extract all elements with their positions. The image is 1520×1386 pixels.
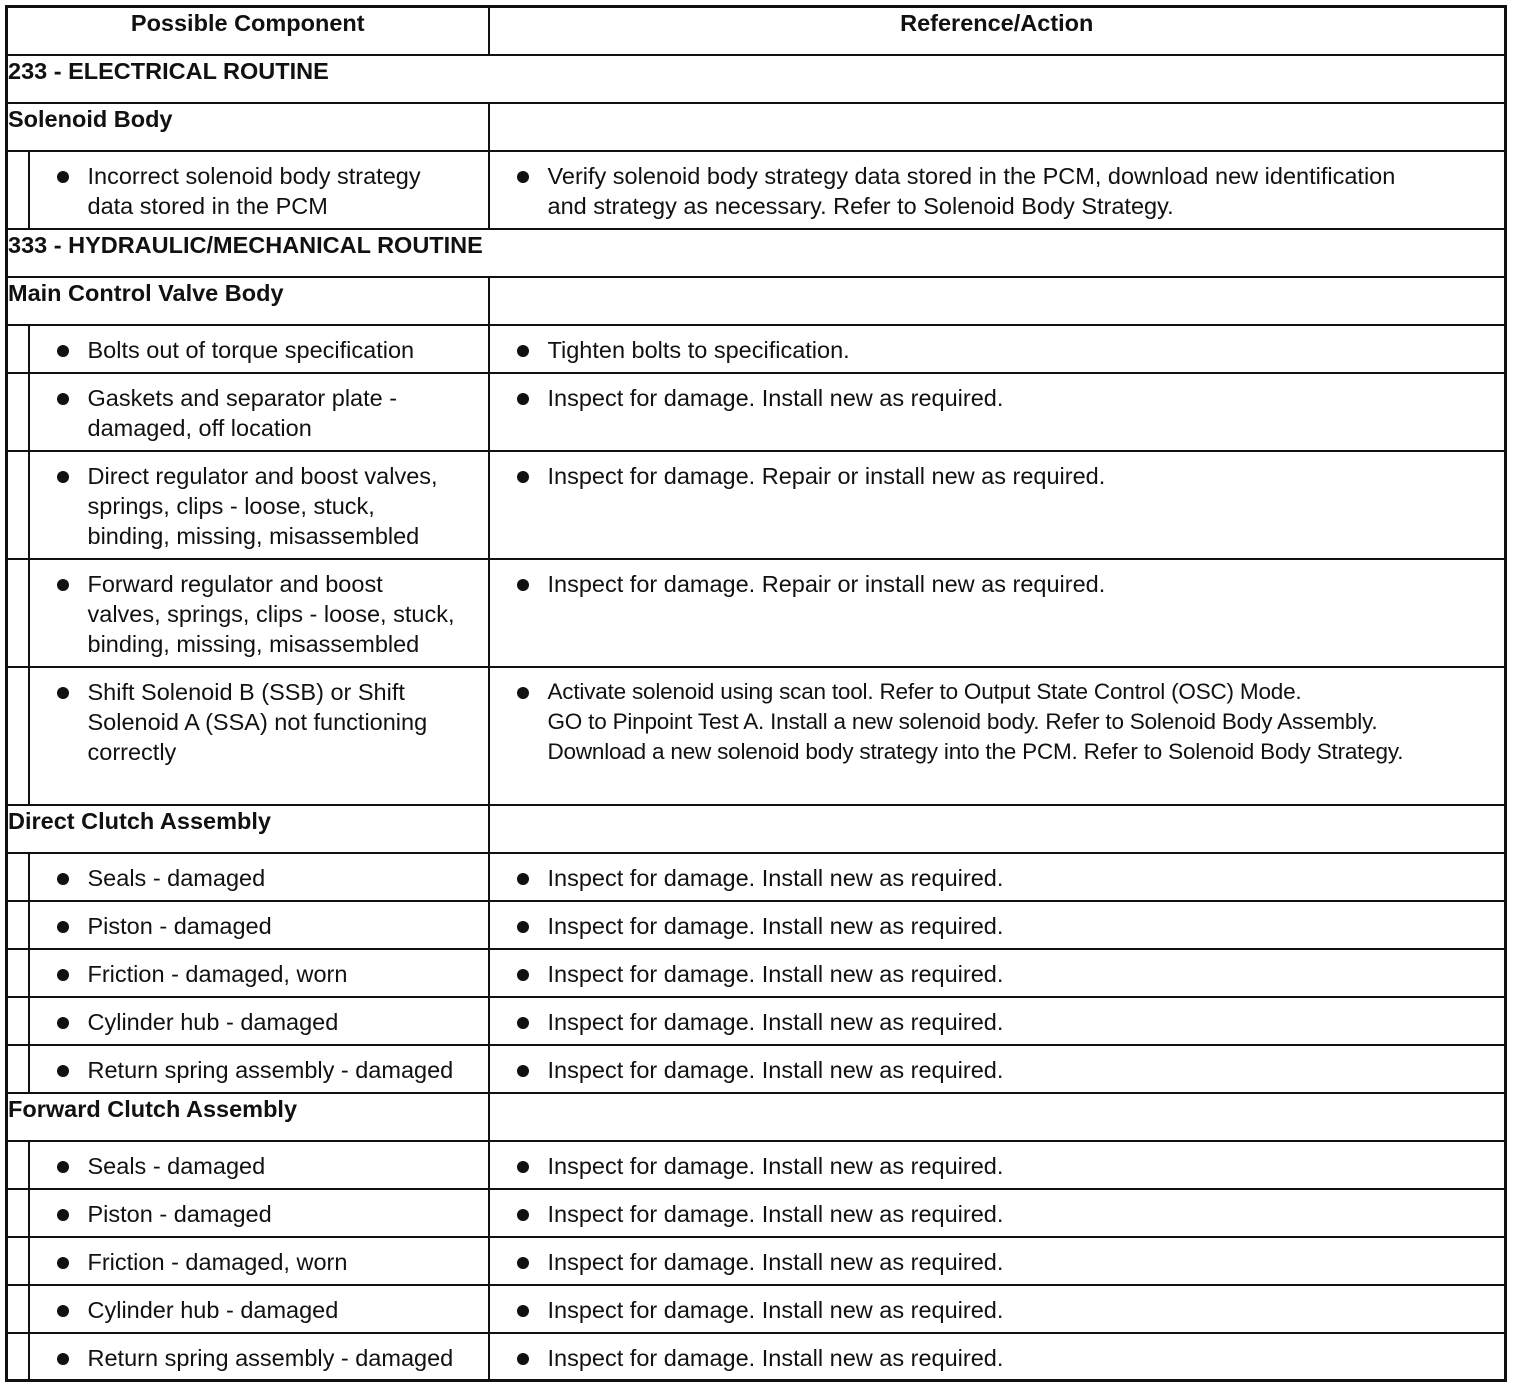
group-action-blank bbox=[489, 805, 1506, 853]
bullet-icon bbox=[517, 579, 529, 591]
action-text: Inspect for damage. Install new as required. bbox=[547, 1152, 1004, 1179]
action-text: Inspect for damage. Install new as required. bbox=[547, 1248, 1004, 1275]
bullet-icon bbox=[57, 579, 69, 591]
component-cell bbox=[29, 1237, 489, 1285]
bullet-icon bbox=[57, 1065, 69, 1077]
header-action: Reference/Action bbox=[489, 7, 1506, 55]
header-component: Possible Component bbox=[7, 7, 489, 55]
table-row bbox=[7, 325, 1506, 373]
group-title: Direct Clutch Assembly bbox=[7, 805, 489, 853]
indent-cell bbox=[7, 1333, 29, 1381]
table-row bbox=[7, 1285, 1506, 1333]
group-title: Main Control Valve Body bbox=[7, 277, 489, 325]
component-cell bbox=[29, 1141, 489, 1189]
component-text: Friction - damaged, worn bbox=[87, 1248, 348, 1275]
component-text: Incorrect solenoid body strategy data stored in the PCM bbox=[87, 162, 421, 219]
table-row bbox=[7, 997, 1506, 1045]
section-row bbox=[7, 229, 1506, 277]
action-cell bbox=[489, 1237, 1506, 1285]
bullet-icon bbox=[517, 393, 529, 405]
component-cell bbox=[29, 997, 489, 1045]
bullet-icon bbox=[57, 393, 69, 405]
section-row bbox=[7, 55, 1506, 103]
component-text: Seals - damaged bbox=[87, 1152, 266, 1179]
component-cell bbox=[29, 325, 489, 373]
action-cell bbox=[489, 1333, 1506, 1381]
indent-cell bbox=[7, 853, 29, 901]
bullet-icon bbox=[57, 687, 69, 699]
bullet-icon bbox=[517, 873, 529, 885]
table-row bbox=[7, 949, 1506, 997]
bullet-icon bbox=[57, 171, 69, 183]
bullet-icon bbox=[57, 1017, 69, 1029]
table-row bbox=[7, 1237, 1506, 1285]
bullet-icon bbox=[57, 345, 69, 357]
action-cell bbox=[489, 949, 1506, 997]
component-text: Cylinder hub - damaged bbox=[87, 1296, 339, 1323]
action-cell bbox=[489, 667, 1506, 805]
component-text: Cylinder hub - damaged bbox=[87, 1008, 339, 1035]
action-text: Inspect for damage. Install new as required. bbox=[547, 1344, 1004, 1371]
component-cell bbox=[29, 373, 489, 451]
bullet-icon bbox=[517, 471, 529, 483]
component-cell bbox=[29, 1045, 489, 1093]
group-title: Solenoid Body bbox=[7, 103, 489, 151]
action-text: Verify solenoid body strategy data stored in the PCM, download new identification and strategy as necessary. Refer to Solenoid Body Strategy. bbox=[547, 162, 1396, 219]
action-text: Activate solenoid using scan tool. Refer to Output State Control (OSC) Mode. GO to Pinpoint Test A. Install a new solenoid body. Refer to Solenoid Body Assembly. Download a new solenoid body strategy into the PCM. Refer to Solenoid Body Strategy. bbox=[547, 678, 1404, 764]
bullet-icon bbox=[57, 1257, 69, 1269]
action-cell bbox=[489, 853, 1506, 901]
action-cell bbox=[489, 1045, 1506, 1093]
indent-cell bbox=[7, 1045, 29, 1093]
group-row bbox=[7, 103, 1506, 151]
indent-cell bbox=[7, 901, 29, 949]
action-cell bbox=[489, 1141, 1506, 1189]
bullet-icon bbox=[57, 969, 69, 981]
table-row bbox=[7, 853, 1506, 901]
component-text: Seals - damaged bbox=[87, 864, 266, 891]
bullet-icon bbox=[517, 921, 529, 933]
action-text: Inspect for damage. Install new as required. bbox=[547, 1056, 1004, 1083]
bullet-icon bbox=[517, 345, 529, 357]
diagnostic-table bbox=[5, 5, 1507, 1382]
indent-cell bbox=[7, 667, 29, 805]
section-title: 233 - ELECTRICAL ROUTINE bbox=[7, 55, 1506, 103]
component-text: Shift Solenoid B (SSB) or Shift Solenoid A (SSA) not functioning correctly bbox=[87, 678, 428, 765]
group-action-blank bbox=[489, 1093, 1506, 1141]
indent-cell bbox=[7, 1285, 29, 1333]
group-title: Forward Clutch Assembly bbox=[7, 1093, 489, 1141]
component-text: Piston - damaged bbox=[87, 1200, 272, 1227]
action-cell bbox=[489, 1285, 1506, 1333]
component-cell bbox=[29, 901, 489, 949]
action-cell bbox=[489, 373, 1506, 451]
bullet-icon bbox=[57, 873, 69, 885]
component-text: Forward regulator and boost valves, springs, clips - loose, stuck, binding, missing, misassembled bbox=[87, 570, 455, 657]
indent-cell bbox=[7, 373, 29, 451]
bullet-icon bbox=[57, 471, 69, 483]
action-cell bbox=[489, 151, 1506, 229]
component-cell bbox=[29, 853, 489, 901]
table-row bbox=[7, 667, 1506, 805]
indent-cell bbox=[7, 1237, 29, 1285]
component-text: Direct regulator and boost valves, springs, clips - loose, stuck, binding, missing, misassembled bbox=[87, 462, 438, 549]
bullet-icon bbox=[517, 1257, 529, 1269]
indent-cell bbox=[7, 1141, 29, 1189]
action-text: Inspect for damage. Install new as required. bbox=[547, 864, 1004, 891]
action-text: Inspect for damage. Repair or install new as required. bbox=[547, 570, 1106, 597]
action-text: Inspect for damage. Install new as required. bbox=[547, 1296, 1004, 1323]
component-cell bbox=[29, 1333, 489, 1381]
indent-cell bbox=[7, 559, 29, 667]
action-cell bbox=[489, 451, 1506, 559]
bullet-icon bbox=[517, 1161, 529, 1173]
group-action-blank bbox=[489, 103, 1506, 151]
indent-cell bbox=[7, 1189, 29, 1237]
table-row bbox=[7, 559, 1506, 667]
bullet-icon bbox=[517, 1353, 529, 1365]
component-text: Gaskets and separator plate - damaged, off location bbox=[87, 384, 398, 441]
table-row bbox=[7, 1141, 1506, 1189]
indent-cell bbox=[7, 997, 29, 1045]
component-text: Piston - damaged bbox=[87, 912, 272, 939]
bullet-icon bbox=[517, 1305, 529, 1317]
bullet-icon bbox=[517, 1017, 529, 1029]
component-text: Friction - damaged, worn bbox=[87, 960, 348, 987]
action-text: Inspect for damage. Install new as required. bbox=[547, 1200, 1004, 1227]
component-cell bbox=[29, 949, 489, 997]
bullet-icon bbox=[517, 171, 529, 183]
indent-cell bbox=[7, 325, 29, 373]
bullet-icon bbox=[517, 1209, 529, 1221]
component-text: Bolts out of torque specification bbox=[87, 336, 415, 363]
bullet-icon bbox=[517, 969, 529, 981]
table-row bbox=[7, 901, 1506, 949]
table-row bbox=[7, 1189, 1506, 1237]
component-cell bbox=[29, 1189, 489, 1237]
header-row bbox=[7, 7, 1506, 55]
component-cell bbox=[29, 151, 489, 229]
indent-cell bbox=[7, 151, 29, 229]
component-cell bbox=[29, 1285, 489, 1333]
action-cell bbox=[489, 559, 1506, 667]
action-cell bbox=[489, 325, 1506, 373]
action-text: Inspect for damage. Repair or install new as required. bbox=[547, 462, 1106, 489]
component-text: Return spring assembly - damaged bbox=[87, 1344, 454, 1371]
bullet-icon bbox=[517, 687, 529, 699]
component-cell bbox=[29, 559, 489, 667]
action-cell bbox=[489, 1189, 1506, 1237]
bullet-icon bbox=[57, 921, 69, 933]
group-row bbox=[7, 1093, 1506, 1141]
table-row bbox=[7, 373, 1506, 451]
component-cell bbox=[29, 667, 489, 805]
component-text: Return spring assembly - damaged bbox=[87, 1056, 454, 1083]
bullet-icon bbox=[57, 1305, 69, 1317]
component-cell bbox=[29, 451, 489, 559]
group-row bbox=[7, 277, 1506, 325]
indent-cell bbox=[7, 451, 29, 559]
action-cell bbox=[489, 997, 1506, 1045]
bullet-icon bbox=[57, 1161, 69, 1173]
bullet-icon bbox=[57, 1209, 69, 1221]
action-text: Inspect for damage. Install new as required. bbox=[547, 384, 1004, 411]
action-cell bbox=[489, 901, 1506, 949]
table-row bbox=[7, 151, 1506, 229]
action-text: Tighten bolts to specification. bbox=[547, 336, 850, 363]
group-action-blank bbox=[489, 277, 1506, 325]
table-row bbox=[7, 451, 1506, 559]
section-title: 333 - HYDRAULIC/MECHANICAL ROUTINE bbox=[7, 229, 1506, 277]
bullet-icon bbox=[57, 1353, 69, 1365]
action-text: Inspect for damage. Install new as required. bbox=[547, 960, 1004, 987]
group-row bbox=[7, 805, 1506, 853]
indent-cell bbox=[7, 949, 29, 997]
table-row bbox=[7, 1333, 1506, 1381]
table-row bbox=[7, 1045, 1506, 1093]
bullet-icon bbox=[517, 1065, 529, 1077]
action-text: Inspect for damage. Install new as required. bbox=[547, 1008, 1004, 1035]
action-text: Inspect for damage. Install new as required. bbox=[547, 912, 1004, 939]
